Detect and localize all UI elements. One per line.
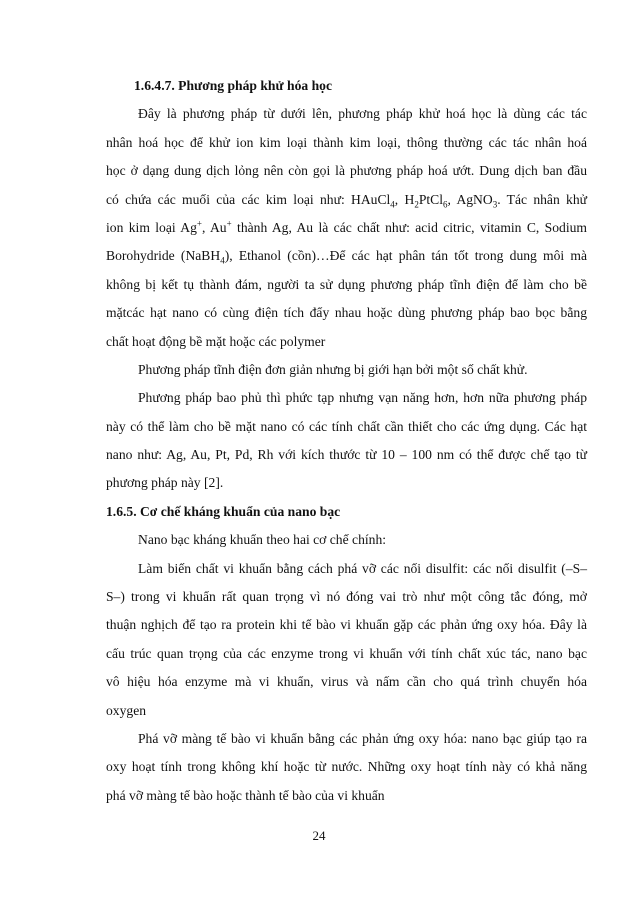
paragraph-1-line-1: Đây là phương pháp từ dưới lên, phương pháp khử hoá học là dùng các tác	[138, 106, 587, 122]
paragraph-3-line-4: phương pháp này [2].	[106, 475, 224, 491]
paragraph-3-line-2: này có thể làm cho bề mặt nano có các tính chất cần thiết cho các ứng dụng. Các hạt	[106, 418, 587, 434]
paragraph-5-line-2: S–) trong vi khuẩn rất quan trọng vì nó đóng vai trò như một công tắc đóng, mở	[106, 589, 587, 605]
paragraph-5-line-5: vô hiệu hóa enzyme mà vi khuẩn, virus và nấm cần cho quá trình chuyển hóa	[106, 674, 587, 690]
paragraph-3-line-3: nano như: Ag, Au, Pt, Pd, Rh với kích thước từ 10 – 100 nm có thể được chế tạo từ	[106, 447, 587, 463]
paragraph-2: Phương pháp tĩnh điện đơn giản nhưng bị giới hạn bởi một số chất khử.	[138, 361, 528, 377]
paragraph-1-line-2: nhân hoá học để khử ion kim loại thành kim loại, thông thường các tác nhân hoá	[106, 134, 587, 150]
paragraph-1-line-6: Borohydride (NaBH$_4$), Ethanol (cồn)…Để các hạt phân tán tốt trong dung môi mà	[106, 248, 587, 267]
text-body	[106, 72, 587, 810]
paragraph-6-line-3: phá vỡ màng tế bào hoặc thành tế bào của vi khuẩn	[106, 787, 385, 803]
section-heading-1-6-5: 1.6.5. Cơ chế kháng khuẩn của nano bạc	[106, 503, 341, 519]
page-number: 24	[312, 828, 326, 843]
paragraph-1-line-4: có chứa các muối của các kim loại như: HAuCl$_4$, $H_2PtCl_6$, AgNO$_3$. Tác nhân khử	[106, 191, 588, 210]
paragraph-3-line-1: Phương pháp bao phủ thì phức tạp nhưng vạn năng hơn, hơn nữa phương pháp	[138, 390, 587, 406]
paragraph-5-line-1: Làm biến chất vi khuẩn bằng cách phá vỡ các nối disulfit: các nối disulfit (–S–	[138, 560, 587, 576]
paragraph-6-line-1: Phá vỡ màng tế bào vi khuẩn bằng các phản ứng oxy hóa: nano bạc giúp tạo ra	[138, 730, 587, 746]
paragraph-4: Nano bạc kháng khuẩn theo hai cơ chế chính:	[138, 532, 387, 548]
paragraph-1-line-8: mặtcác hạt nano có cùng điện tích đẩy nhau hoặc dùng phương pháp bao bọc bằng	[106, 305, 587, 321]
paragraph-1-line-7: không bị kết tụ thành đám, người ta sử dụng phương pháp tĩnh điện để làm cho bề	[106, 276, 587, 292]
section-heading-1-6-4-7: 1.6.4.7. Phương pháp khử hóa học	[134, 78, 332, 93]
paragraph-5-line-3: thuận nghịch để tạo ra protein khi tế bào vi khuẩn gặp các phản ứng oxy hóa. Đây là	[106, 617, 587, 633]
paragraph-5-line-4: cấu trúc quan trọng của các enzyme trong vi khuẩn với tính chất xúc tác, nano bạc	[106, 645, 587, 661]
paragraph-6-line-2: oxy hoạt tính trong không khí hoặc từ nước. Những oxy hoạt tính này có khả năng	[106, 759, 587, 775]
paragraph-1-line-9: chất hoạt động bề mặt hoặc các polymer	[106, 333, 326, 349]
paragraph-1-line-5: ion kim loại Ag+, Au+ thành Ag, Au là các chất như: acid citric, vitamin C, Sodium	[106, 218, 587, 235]
paragraph-1-line-3: học ở dạng dung dịch lỏng nên còn gọi là phương pháp hoá ướt. Dung dịch ban đầu	[106, 163, 587, 179]
paragraph-5-line-6: oxygen	[106, 702, 147, 718]
